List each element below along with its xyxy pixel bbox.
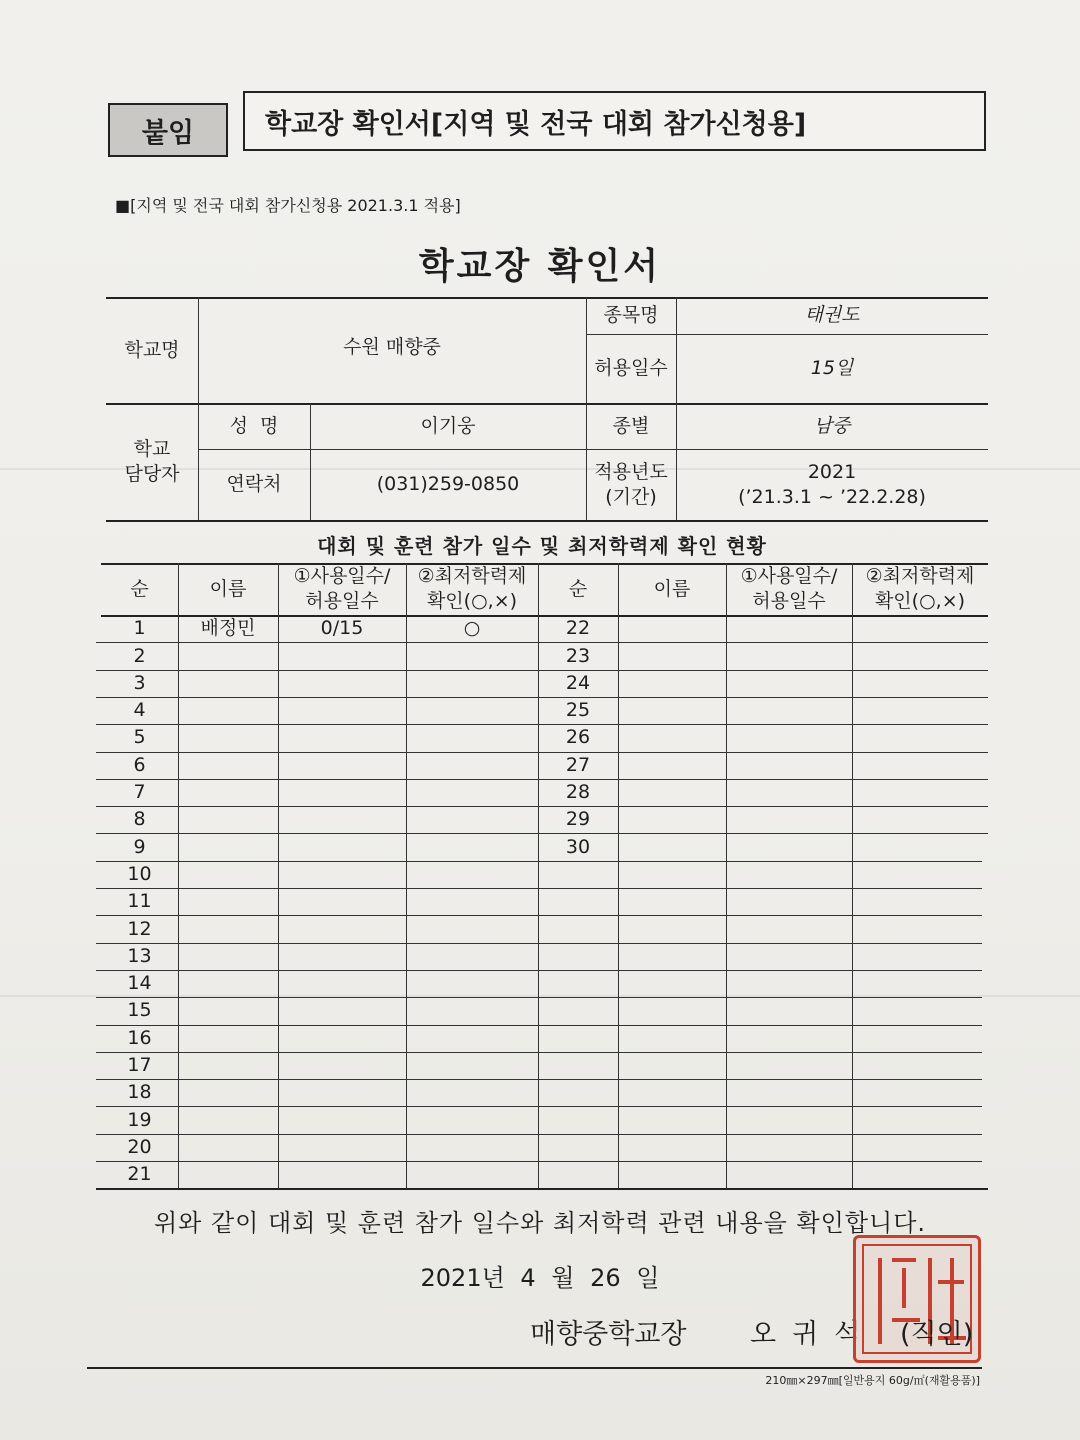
academic-check — [406, 697, 538, 724]
header-days — [726, 563, 852, 615]
days-used — [726, 615, 852, 642]
academic-check: ○ — [463, 617, 481, 640]
row-number: 29 — [565, 808, 591, 831]
participant-name — [178, 861, 278, 888]
row-number: 8 — [133, 808, 146, 831]
days-used — [726, 752, 852, 779]
header-days-line2: 허용일수 — [752, 590, 826, 612]
header-title: 학교장 확인서[지역 및 전국 대회 참가신청용] — [243, 91, 986, 151]
header-check-line1: ②최저학력제 — [417, 565, 527, 588]
academic-check — [852, 724, 988, 751]
year-label — [586, 449, 676, 520]
row-number: 21 — [127, 1163, 152, 1186]
footer-note: 210㎜×297㎜[일반용지 60g/㎡(재활용품)] — [765, 1374, 980, 1387]
row-number: 15 — [127, 999, 152, 1022]
participant-name — [178, 888, 278, 915]
participant-name — [178, 833, 278, 860]
document-title: 학교장 확인서 — [418, 246, 662, 287]
row-number: 22 — [565, 617, 591, 640]
participant-name — [178, 779, 278, 806]
row-number: 10 — [127, 862, 152, 885]
participant-name — [178, 806, 278, 833]
header-days-line1: ①사용일수/ — [293, 565, 391, 588]
school-label: 학교명 — [124, 338, 180, 361]
days-used — [726, 670, 852, 697]
academic-check — [406, 943, 538, 970]
academic-check — [406, 1134, 538, 1161]
year-label-line2: (기간) — [605, 485, 657, 508]
days-used — [278, 806, 406, 833]
days-used — [278, 642, 406, 669]
days-used — [278, 888, 406, 915]
academic-check — [406, 1106, 538, 1133]
participant-name — [178, 1025, 278, 1052]
academic-check — [406, 779, 538, 806]
academic-check — [406, 752, 538, 779]
participant-name — [618, 752, 726, 779]
academic-check — [406, 833, 538, 860]
row-number: 5 — [133, 726, 146, 749]
academic-check — [406, 997, 538, 1024]
academic-check — [852, 642, 988, 669]
header-check — [406, 563, 538, 615]
days-used — [726, 724, 852, 751]
participant-name — [178, 1052, 278, 1079]
participant-name — [178, 997, 278, 1024]
days-used — [278, 861, 406, 888]
row-number: 16 — [127, 1026, 152, 1049]
header-days — [278, 563, 406, 615]
academic-check — [406, 1025, 538, 1052]
table-row-line — [96, 1188, 988, 1190]
header-check-line2: 확인(○,×) — [874, 590, 966, 612]
contact-person-label — [106, 403, 198, 520]
participant-name — [178, 915, 278, 942]
row-number: 23 — [565, 644, 591, 667]
days-used — [278, 1079, 406, 1106]
participant-name — [618, 833, 726, 860]
participant-name — [618, 615, 726, 642]
participant-name — [178, 1134, 278, 1161]
row-number: 12 — [127, 917, 152, 940]
year-value — [676, 449, 988, 520]
days-used — [278, 779, 406, 806]
header-check — [852, 563, 988, 615]
header-name: 이름 — [209, 577, 247, 600]
academic-check — [406, 970, 538, 997]
row-number: 28 — [565, 781, 591, 804]
participant-name — [618, 642, 726, 669]
row-number: 24 — [565, 671, 591, 694]
academic-check — [852, 697, 988, 724]
days-used — [278, 1161, 406, 1188]
days-used — [278, 1106, 406, 1133]
participant-name — [618, 779, 726, 806]
participant-name — [178, 1161, 278, 1188]
sport-label: 종목명 — [603, 304, 659, 327]
year-value-number: 2021 — [807, 460, 857, 483]
academic-check — [852, 670, 988, 697]
principal-title: 매향중학교장 — [530, 1319, 687, 1350]
participant-name — [178, 724, 278, 751]
row-number: 19 — [127, 1108, 152, 1131]
days-used — [726, 833, 852, 860]
participant-name — [618, 670, 726, 697]
header-days-line1: ①사용일수/ — [740, 565, 838, 588]
allowed-days-value: 15일 — [810, 357, 854, 380]
header-order: 순 — [568, 577, 588, 600]
seal-glyph — [902, 1268, 906, 1308]
seal-text: (직인) — [900, 1319, 974, 1350]
year-label-line1: 적용년도 — [594, 460, 668, 483]
row-number: 14 — [127, 972, 152, 995]
row-number: 1 — [133, 617, 146, 640]
school-value: 수원 매향중 — [343, 335, 441, 358]
seal-glyph — [878, 1258, 882, 1344]
days-used — [278, 915, 406, 942]
days-used — [278, 1025, 406, 1052]
academic-check — [852, 806, 988, 833]
section-title: 대회 및 훈련 참가 일수 및 최저학력제 확인 현황 — [317, 533, 767, 558]
header-days-line2: 허용일수 — [305, 590, 379, 612]
days-used — [278, 1134, 406, 1161]
row-number: 17 — [127, 1054, 152, 1077]
confirmation-statement: 위와 같이 대회 및 훈련 참가 일수와 최저학력 관련 내용을 확인합니다. — [153, 1209, 927, 1237]
row-number: 2 — [133, 644, 146, 667]
academic-check — [852, 615, 988, 642]
academic-check — [406, 806, 538, 833]
row-number: 27 — [565, 753, 591, 776]
row-number: 30 — [565, 835, 591, 858]
category-label: 종별 — [612, 414, 650, 437]
participant-name — [178, 1106, 278, 1133]
academic-check — [406, 642, 538, 669]
row-number: 11 — [127, 890, 152, 913]
days-used — [726, 806, 852, 833]
academic-check — [406, 1052, 538, 1079]
participant-name — [178, 970, 278, 997]
name-label: 성 명 — [229, 414, 279, 437]
academic-check — [406, 861, 538, 888]
participant-name — [178, 670, 278, 697]
phone-value: (031)259-0850 — [376, 473, 520, 496]
academic-check — [852, 833, 988, 860]
days-used — [726, 697, 852, 724]
header-check-line2: 확인(○,×) — [426, 590, 518, 612]
sport-value: 태권도 — [804, 304, 860, 327]
sub-note: ■[지역 및 전국 대회 참가신청용 2021.3.1 적용] — [115, 196, 461, 215]
academic-check — [406, 888, 538, 915]
header-check-line1: ②최저학력제 — [865, 565, 975, 588]
days-used — [726, 779, 852, 806]
row-number: 3 — [133, 671, 146, 694]
academic-check — [406, 1161, 538, 1188]
days-used — [278, 697, 406, 724]
header-order: 순 — [130, 577, 149, 600]
attachment-label: 붙임 — [108, 103, 228, 157]
academic-check — [406, 915, 538, 942]
row-number: 7 — [133, 781, 146, 804]
contact-person-label-line1: 학교 — [133, 437, 171, 460]
participant-name — [618, 724, 726, 751]
days-used — [278, 1052, 406, 1079]
participant-name — [618, 806, 726, 833]
academic-check — [406, 724, 538, 751]
row-number: 13 — [127, 944, 152, 967]
academic-check — [406, 670, 538, 697]
participant-name — [178, 943, 278, 970]
name-value: 이기웅 — [420, 414, 476, 437]
days-used — [278, 833, 406, 860]
phone-label: 연락처 — [226, 473, 282, 496]
academic-check — [406, 1079, 538, 1106]
days-used — [278, 724, 406, 751]
principal-name: 오귀석 — [750, 1319, 877, 1350]
row-number: 25 — [565, 699, 591, 722]
seal-glyph — [892, 1258, 916, 1262]
participant-name — [178, 642, 278, 669]
header-name: 이름 — [653, 577, 691, 600]
days-used — [278, 970, 406, 997]
issue-date: 2021년 4 월 26 일 — [420, 1264, 660, 1292]
row-number: 26 — [565, 726, 591, 749]
participant-name — [618, 697, 726, 724]
days-used — [278, 752, 406, 779]
participant-name — [178, 1079, 278, 1106]
academic-check — [852, 752, 988, 779]
participant-name — [178, 697, 278, 724]
row-number: 20 — [127, 1135, 152, 1158]
row-number: 6 — [133, 753, 146, 776]
contact-person-label-line2: 담당자 — [124, 462, 180, 485]
allowed-days-label: 허용일수 — [594, 357, 668, 380]
days-used — [278, 943, 406, 970]
row-number: 4 — [133, 699, 146, 722]
days-used: 0/15 — [320, 617, 364, 640]
row-number: 9 — [133, 835, 146, 858]
days-used — [726, 642, 852, 669]
row-number: 18 — [127, 1081, 152, 1104]
category-value: 남중 — [813, 414, 851, 437]
footer-rule — [87, 1367, 982, 1369]
participant-name: 배정민 — [200, 617, 256, 640]
participant-name — [178, 752, 278, 779]
rule — [106, 520, 988, 522]
year-value-period: (’21.3.1 ~ ’22.2.28) — [738, 485, 926, 508]
academic-check — [852, 779, 988, 806]
days-used — [278, 997, 406, 1024]
days-used — [278, 670, 406, 697]
